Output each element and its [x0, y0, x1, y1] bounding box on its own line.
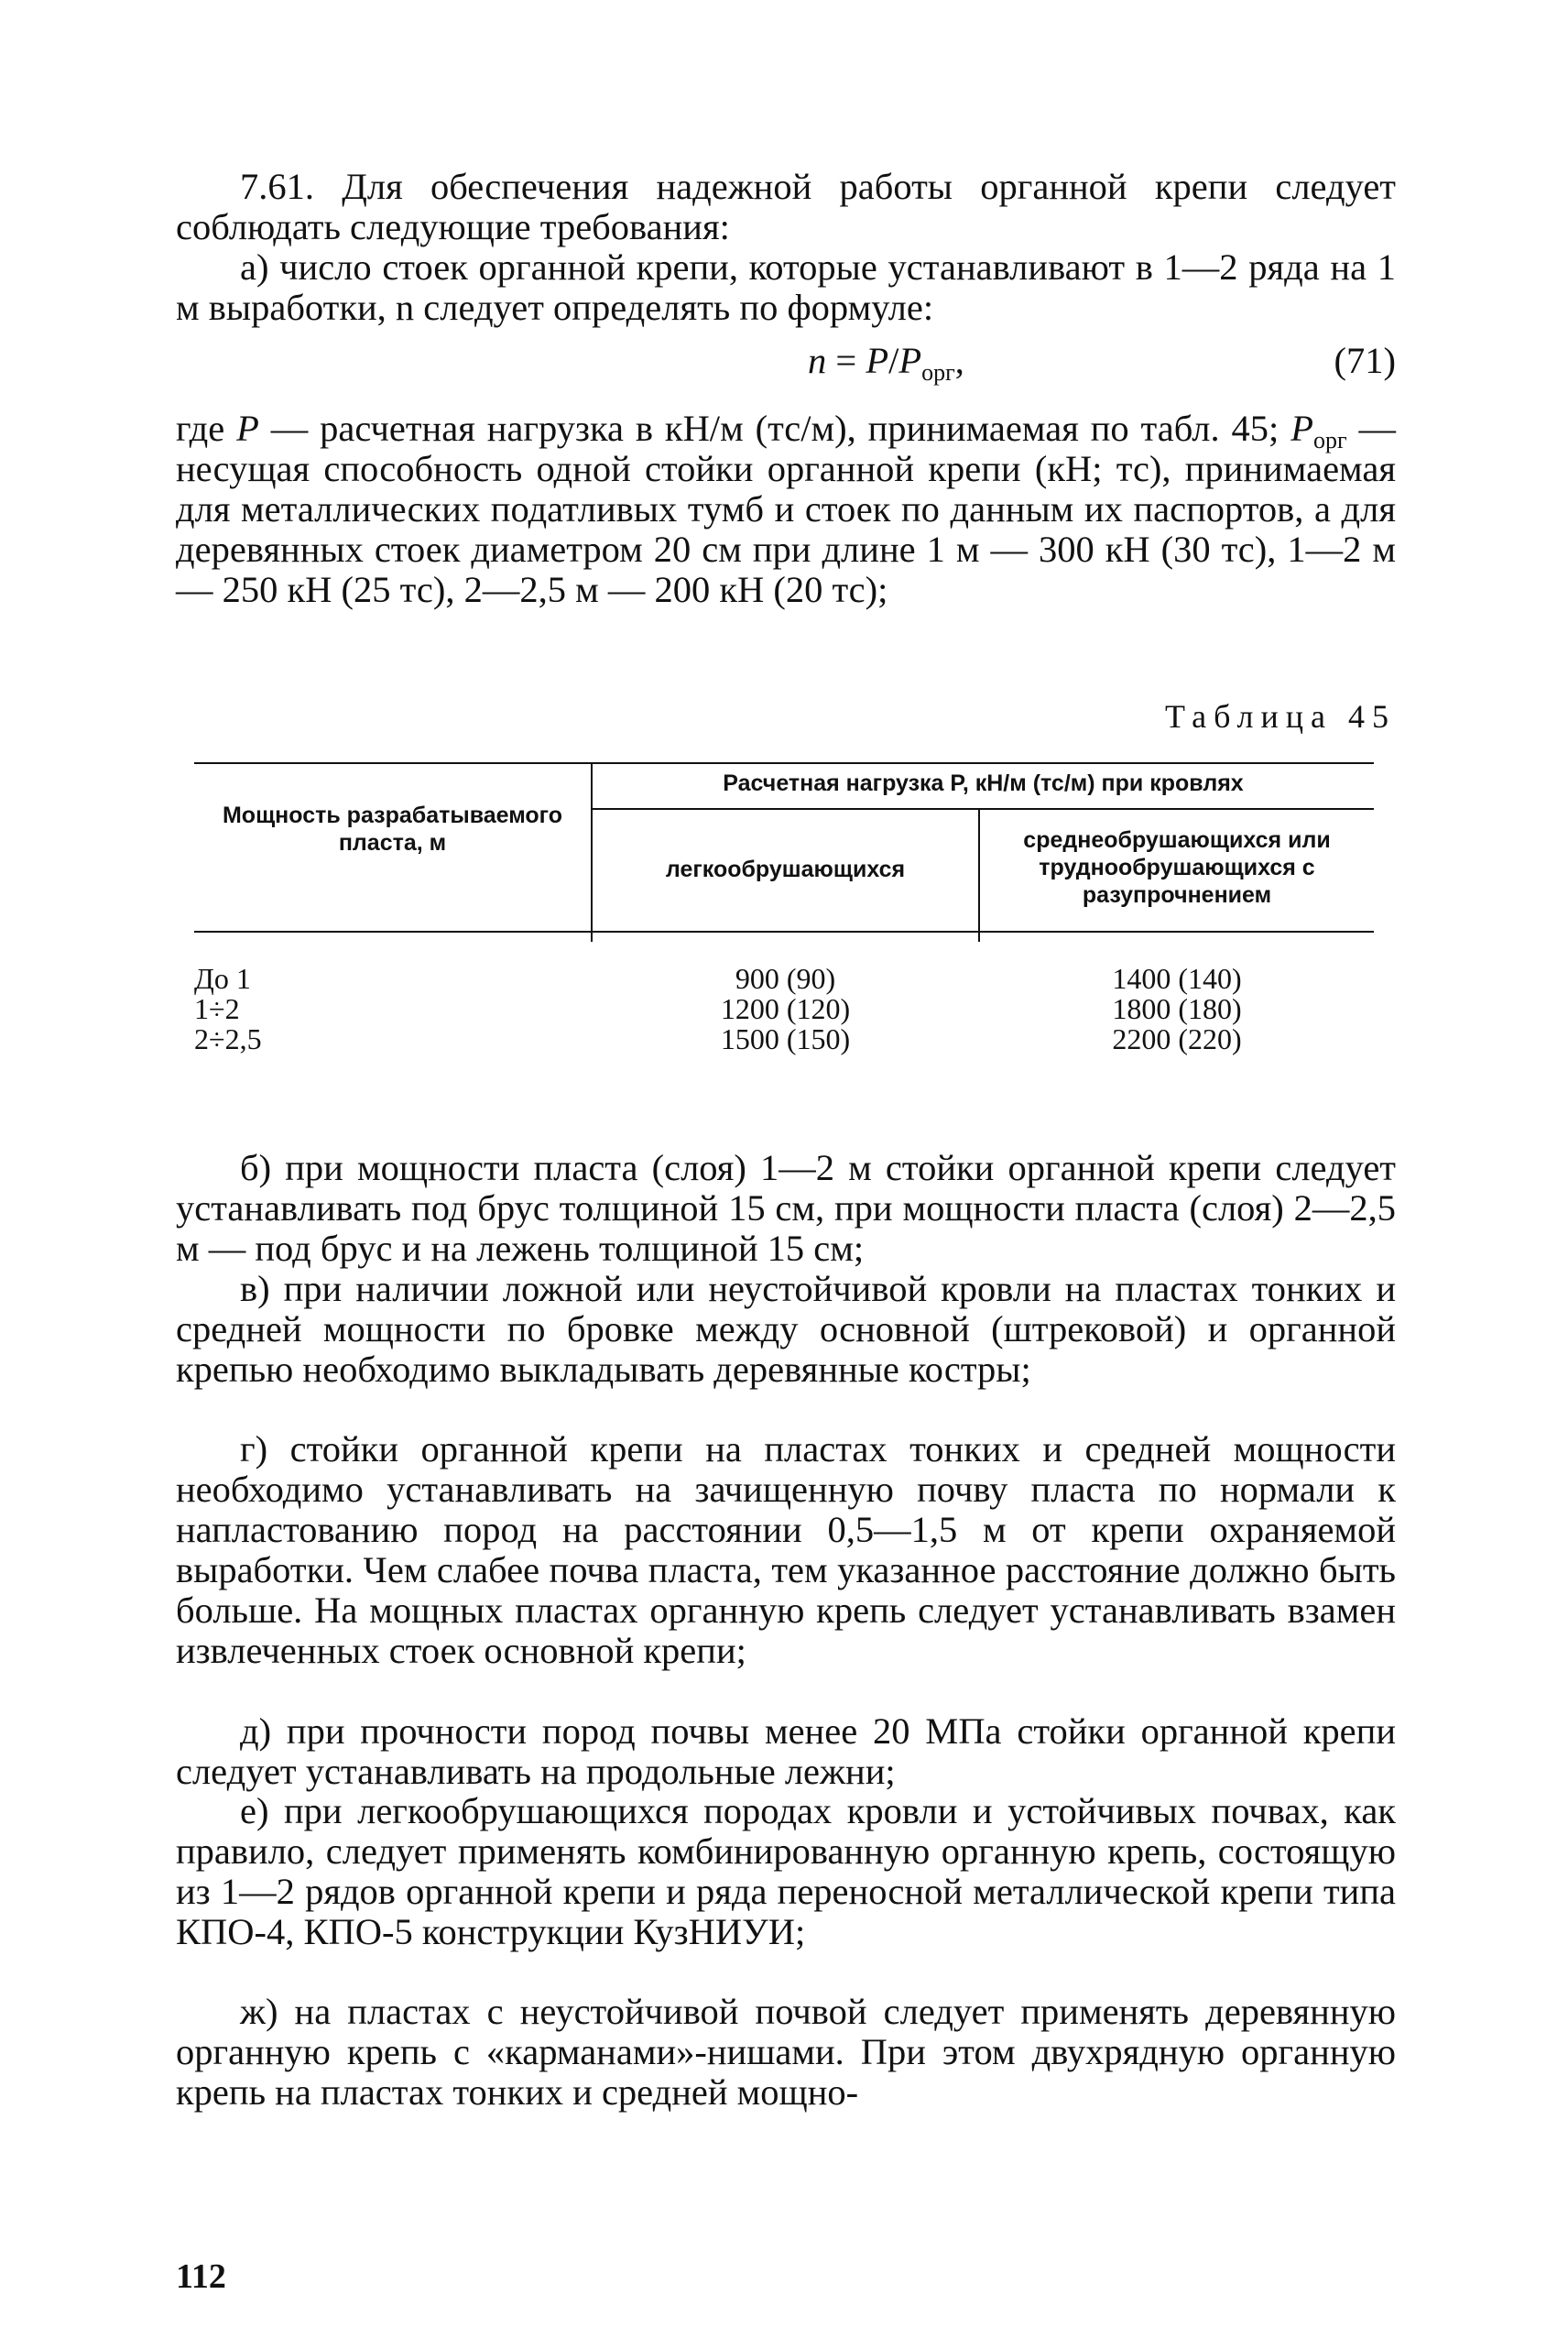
formula-number: (71) — [1334, 340, 1396, 381]
row-2-medium: 1800 (180) — [1112, 992, 1242, 1025]
row-1-light: 900 (90) — [735, 962, 836, 995]
row-3-thickness: 2÷2,5 — [194, 1022, 262, 1055]
formula-equals: = — [826, 340, 866, 381]
header-thickness: Мощность разрабатываемого пласта, м — [222, 803, 563, 856]
header-load-group: Расчетная нагрузка P, кН/м (тс/м) при кровлях — [723, 770, 1244, 796]
formula-slash: / — [888, 340, 899, 381]
formula-n: n — [808, 340, 827, 381]
item-v: в) при наличии ложной или неустойчивой кровли на пластах тонких и средней мощности по бровке между основной (штрековой) и органной крепью необходимо выкладывать деревянные костры; — [176, 1268, 1396, 1390]
where-text-2: — несущая способность одной стойки органной крепи (кН; тс), принимаемая для металлических податливых тумб и стоек по данным их паспортов, а для деревянных стоек диаметром 20 см при длине 1 м — 300 кН (30 тс), 1—2 м — 250 кН (25 тс), 2—2,5 м — 200 кН (20 тс); — [176, 408, 1397, 610]
where-subscript: орг — [1312, 427, 1347, 453]
page-number: 112 — [176, 2257, 226, 2296]
header-medium-roof: среднеобрушающихся или труднообрушающихся с разупрочнением — [1023, 827, 1331, 908]
table-top-rule — [194, 762, 1374, 764]
item-d: д) при прочности пород почвы менее 20 МПа стойки органной крепи следует устанавливать на продольные лежни; — [176, 1710, 1396, 1792]
header-light-roof: легкообрушающихся — [665, 857, 906, 882]
where-text-1: — расчетная нагрузка в кН/м (тс/м), принимаемая по табл. 45; — [258, 408, 1291, 449]
item-a: а) число стоек органной крепи, которые устанавливают в 1—2 ряда на 1 м выработки, n следует определять по формуле: — [176, 246, 1396, 328]
table-header-rule — [194, 931, 1374, 933]
row-3-light: 1500 (150) — [720, 1022, 851, 1055]
where-symbol-p-org: P — [1290, 408, 1313, 449]
table-group-rule — [593, 808, 1374, 810]
row-1-thickness: До 1 — [194, 962, 251, 995]
paragraph-intro: 7.61. Для обеспечения надежной работы органной крепи следует соблюдать следующие требования: — [176, 166, 1396, 247]
paragraph-where — [176, 409, 1396, 610]
formula-71 — [176, 340, 1396, 386]
item-b: б) при мощности пласта (слоя) 1—2 м стойки органной крепи следует устанавливать под брус толщиной 15 см, при мощности пласта (слоя) 2—2,5 м — под брус и на лежень толщиной 15 см; — [176, 1147, 1396, 1269]
formula-tail: , — [954, 340, 964, 381]
row-2-light: 1200 (120) — [720, 992, 851, 1025]
where-symbol-p: P — [236, 408, 259, 449]
formula-subscript: орг — [921, 359, 955, 386]
formula-expression — [808, 340, 964, 386]
item-g: г) стойки органной крепи на пластах тонких и средней мощности необходимо устанавливать на зачищенную почву пласта по нормали к напластованию пород на расстоянии 0,5—1,5 м от крепи охраняемой выработки. Чем слабее почва пласта, тем указанное расстояние должно быть больше. На мощных пластах органную крепь следует устанавливать взамен извлеченных стоек основной крепи; — [176, 1428, 1396, 1671]
item-zh: ж) на пластах с неустойчивой почвой следует применять деревянную органную крепь с «карманами»-нишами. При этом двухрядную органную крепь на пластах тонких и средней мощно- — [176, 1991, 1396, 2113]
formula-p: P — [866, 340, 889, 381]
where-prefix: где — [176, 408, 237, 449]
formula-p-org: P — [898, 340, 922, 381]
item-e: е) при легкообрушающихся породах кровли и устойчивых почвах, как правило, следует применять комбинированную органную крепь, состоящую из 1—2 рядов органной крепи и ряда переносной металлической крепи типа КПО-4, КПО-5 конструкции КузНИУИ; — [176, 1790, 1396, 1952]
row-1-medium: 1400 (140) — [1112, 962, 1242, 995]
row-3-medium: 2200 (220) — [1112, 1022, 1242, 1055]
row-2-thickness: 1÷2 — [194, 992, 240, 1025]
table-caption: Таблица 45 — [1165, 698, 1396, 735]
